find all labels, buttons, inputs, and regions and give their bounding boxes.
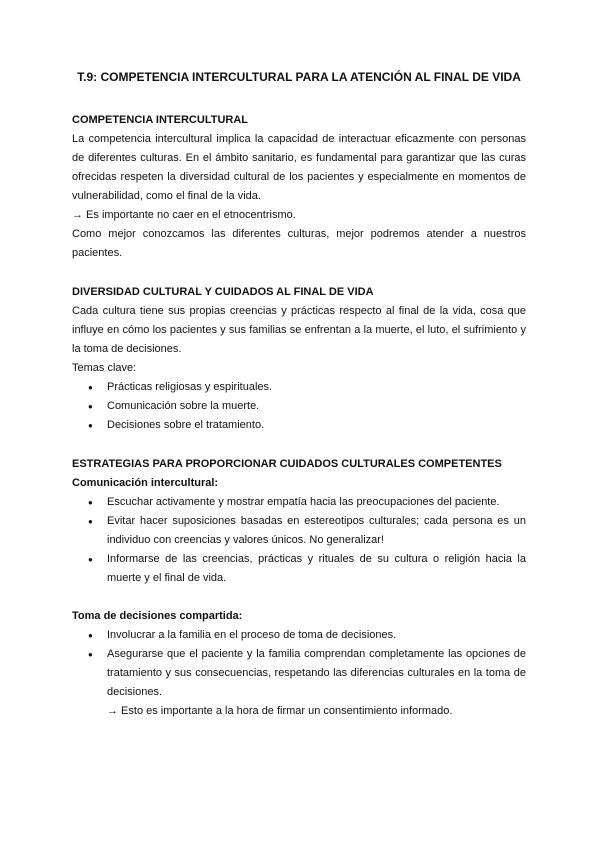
note: → Esto es importante a la hora de firmar un consentimiento informado. xyxy=(107,705,453,717)
paragraph: La competencia intercultural implica la capacidad de interactuar eficazmente con personas de diferentes culturas. En el ámbito sanitario, es fundamental para garantizar que las curas ofrecidas respeten la diversidad cultural de los pacientes y especialmente en momentos de vulnerabilidad, como el final de la vida. xyxy=(72,133,526,202)
list-item: ● Involucrar a la familia en el proceso de toma de decisiones. xyxy=(72,626,526,645)
paragraph: Cada cultura tiene sus propias creencias y prácticas respecto al final de la vida, cosa que influye en cómo los pacientes y sus familias se enfrentan a la muerte, el luto, el sufrimiento y la toma de decisiones. xyxy=(72,305,526,355)
list-item: ● Evitar hacer suposiciones basadas en estereotipos culturales; cada persona es un individuo con creencias y valores únicos. No generalizar! xyxy=(72,512,526,550)
list-item: ● Prácticas religiosas y espirituales. xyxy=(72,378,526,397)
section-heading: COMPETENCIA INTERCULTURAL xyxy=(72,114,248,126)
topics-list xyxy=(72,378,526,435)
paragraph: Como mejor conozcamos las diferentes culturas, mejor podremos atender a nuestros pacientes. xyxy=(72,228,526,259)
note: → Es importante no caer en el etnocentrismo. xyxy=(72,209,296,221)
list-item: ● Escuchar activamente y mostrar empatía hacia las preocupaciones del paciente. xyxy=(72,493,526,512)
list-item: ● Informarse de las creencias, prácticas y rituales de su cultura o religión hacia la muerte y el final de vida. xyxy=(72,550,526,588)
document-title: T.9: COMPETENCIA INTERCULTURAL PARA LA ATENCIÓN AL FINAL DE VIDA xyxy=(77,70,521,84)
shared-decisions-list xyxy=(72,626,526,702)
subsection-heading: Comunicación intercultural: xyxy=(72,477,219,489)
section-intercultural-competence xyxy=(72,111,526,263)
communication-list xyxy=(72,493,526,588)
topics-label: Temas clave: xyxy=(72,362,137,374)
subsection-heading: Toma de decisiones compartida: xyxy=(72,610,243,622)
list-item: ● Decisiones sobre el tratamiento. xyxy=(72,416,526,435)
section-heading: DIVERSIDAD CULTURAL Y CUIDADOS AL FINAL DE VIDA xyxy=(72,286,374,298)
list-item: ● Asegurarse que el paciente y la familia comprendan completamente las opciones de tratamiento y sus consecuencias, respetando las diferencias culturales en la toma de decisiones. xyxy=(72,645,526,702)
section-strategies xyxy=(72,455,526,721)
list-item: ● Comunicación sobre la muerte. xyxy=(72,397,526,416)
section-cultural-diversity xyxy=(72,283,526,435)
section-heading: ESTRATEGIAS PARA PROPORCIONAR CUIDADOS CULTURALES COMPETENTES xyxy=(72,458,502,470)
